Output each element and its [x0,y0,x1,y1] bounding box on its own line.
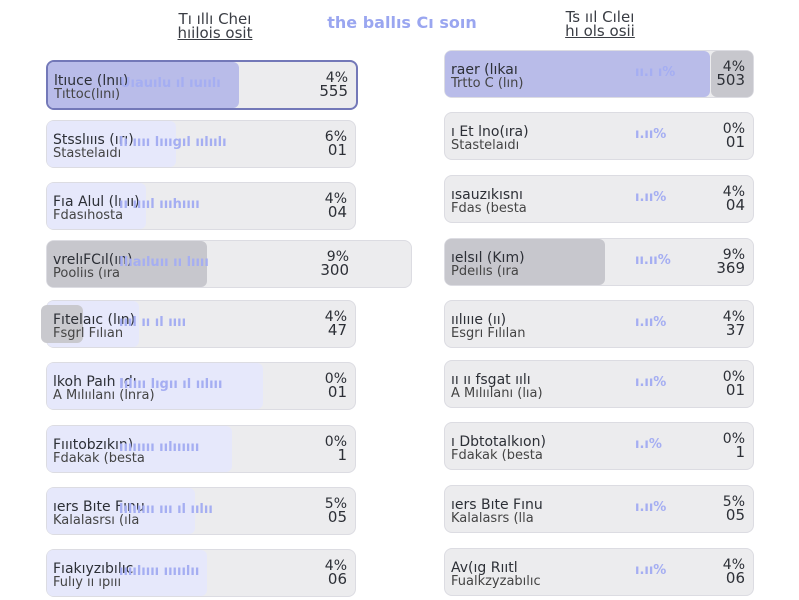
right-row-mid-percent: ı.ı% [635,437,662,452]
right-row-percent [716,61,745,87]
right-row-count: 01 [725,133,745,151]
right-row-name-sub: Fdas (besta [451,201,527,216]
right-row[interactable] [444,300,754,348]
left-row-percent-value: 4% [324,309,347,325]
right-row-count: 37 [725,321,745,339]
right-row[interactable] [444,548,754,596]
left-row-tag: ıııılıııı ııııılıı [119,564,200,579]
left-row[interactable] [46,60,358,110]
right-row-name-sub: Fualkzyzabılıc [451,574,541,589]
left-row-name-sub: Fulıy ıı ıpııı [53,575,122,590]
right-row-name-top: ıers Bıte Fınu [451,497,543,513]
left-row-percent [325,131,347,157]
header-middle-line1: the ballıs Cı soın [327,13,477,32]
left-row-tag: lı ıııı lıııgıl ıılıılı [119,135,227,150]
right-row-name [451,435,546,463]
left-row-tag: ıııl ıı ıl ıııı [119,315,187,330]
right-row-percent-value: 4% [722,557,745,573]
header-right [540,10,660,38]
left-row-name-top: vrelıFCıl(ın) [53,252,133,268]
left-row-name-sub: Fdakak (besta [53,451,145,466]
right-row-percent [723,186,745,212]
right-row-mid-percent: ı.ıı% [635,375,667,390]
right-row-mid-percent: ı.ıı% [635,315,667,330]
left-row[interactable] [46,120,356,168]
left-row-percent [325,498,347,524]
right-row-name-sub: Stastelaıdı [451,138,520,153]
right-row-name [451,63,523,91]
right-row-count: 06 [725,569,745,587]
right-row-percent [723,311,745,337]
left-row-tag: ıııııııı ıılıııııı [119,440,200,455]
left-row-percent [325,193,347,219]
left-row-count: 01 [327,383,347,401]
right-row-count: 503 [716,71,745,89]
right-row-name [451,313,525,341]
right-row[interactable] [444,422,754,470]
left-row-percent-value: 4% [324,558,347,574]
right-row-name-sub: A Mılıılanı (lıa) [451,386,543,401]
left-row-percent-value: 5% [324,496,347,512]
left-row-percent [325,436,347,462]
right-row-count: 04 [725,196,745,214]
right-row-name-top: ıılıııe (ıı) [451,312,507,328]
right-row-name-top: ı Et lno(ıra) [451,124,529,140]
header-left-line2: hıilois osit [177,24,253,42]
left-row-count: 555 [319,82,348,100]
left-row-tag: lılııııı ııı ıl ıılıı [119,502,213,517]
right-row-name-top: ı Dbtotalkıon) [451,434,546,450]
right-row-name [451,561,541,589]
left-row[interactable] [46,182,356,230]
right-row-mid-percent: ı.ıı% [635,127,667,142]
left-row-name-top: ıers Bıte Fınu [53,499,145,515]
right-row-percent-value: 9% [722,247,745,263]
left-row-tag: Ilıaıluıı ıı lıııı [119,255,209,270]
right-row[interactable] [444,238,754,286]
right-row-name-sub: Esgrı Fılılan [451,326,526,341]
header-right-line2: hı ols osii [565,22,635,40]
left-row-tag: Uıauılu ıl ıuıılı [120,76,221,91]
right-row-percent-value: 4% [722,309,745,325]
left-row-name-top: lkoh Paıh ıdı [53,374,137,390]
left-row-name-sub: Pooliıs (ıra [53,266,121,281]
left-row-name-top: Fıııtobzıkın) [53,437,134,453]
right-row-name-top: ıelsıl (Kım) [451,250,525,266]
right-row-mid-percent: ı.ıı% [635,190,667,205]
right-row-percent-value: 5% [722,494,745,510]
right-row-name-sub: Pdeılıs (ıra [451,264,519,279]
left-row-name-sub: Stastelaıdı [53,146,122,161]
left-row-name-top: Stsslıııs (ırı) [53,132,134,148]
right-row-percent [723,559,745,585]
left-row-percent-value: 0% [324,371,347,387]
left-row-percent [325,373,347,399]
right-row-name-sub: Trtto C (lın) [451,76,524,91]
right-row-count: 369 [716,259,745,277]
right-row-percent [716,249,745,275]
left-row-percent-value: 4% [325,70,348,86]
right-row-percent [723,123,745,149]
right-row-name-top: ısauzıkısnı [451,187,523,203]
header-right-line1: Ts ııl Cıleı [565,8,635,26]
left-row-count: 04 [327,203,347,221]
left-row-percent [325,560,347,586]
right-row-name-sub: Kalalasrs (lla [451,511,534,526]
left-row-name-sub: Fdasıhosta [53,208,124,223]
left-row-name-top: Fıtelaıc (lın) [53,312,136,328]
left-row-percent-value: 6% [324,129,347,145]
right-row-percent [723,496,745,522]
right-row-mid-percent: ıı.ıı% [635,253,671,268]
left-row-name-top: Fıa Alul (lı ıı) [53,194,140,210]
left-row[interactable] [46,362,356,410]
header-middle [322,13,482,32]
left-row-percent [325,311,347,337]
header-left-line1: Tı ıllı Cheı [178,10,252,28]
right-row-percent-value: 4% [722,59,745,75]
left-row-count: 47 [327,321,347,339]
right-row[interactable] [444,360,754,408]
left-row-percent-value: 9% [326,249,349,265]
right-row-mid-percent: ı.ıı% [635,563,667,578]
right-row-percent [723,433,745,459]
left-row-count: 01 [327,141,347,159]
right-row-name [451,498,543,526]
left-row-percent-value: 4% [324,191,347,207]
left-row-name-sub: Tıttoc(lını) [54,87,121,102]
right-row-name-top: ıı ıı fsgat ıılı [451,372,531,388]
right-row-percent-value: 0% [722,369,745,385]
right-row[interactable] [444,50,754,98]
right-row-percent [723,371,745,397]
left-row-name-sub: Fsgrl Fılıan [53,326,124,341]
left-row[interactable] [46,300,356,348]
left-row-percent [319,72,348,98]
left-row-percent-value: 0% [324,434,347,450]
left-row-count: 06 [327,570,347,588]
left-row[interactable] [46,487,356,535]
right-row-count: 05 [725,506,745,524]
left-row[interactable] [46,240,412,288]
right-row-name [451,188,527,216]
header-left [150,12,280,40]
right-row-name [451,373,543,401]
left-row-name [54,74,128,102]
left-row[interactable] [46,425,356,473]
right-row[interactable] [444,485,754,533]
right-row-name-sub: Fdakak (besta [451,448,543,463]
right-row-percent-value: 4% [722,184,745,200]
left-row-name-top: ltıuce (lnıı) [54,73,129,89]
left-row-count: 1 [337,446,347,464]
left-row-count: 05 [327,508,347,526]
left-row[interactable] [46,549,356,597]
left-row-name-top: Fıakıyzıbılıc [53,561,134,577]
left-row-count: 300 [320,261,349,279]
right-row-name [451,125,529,153]
right-row-count: 01 [725,381,745,399]
right-row-count: 1 [735,443,745,461]
right-row[interactable] [444,175,754,223]
left-row-name-sub: A Mılıılanı (lnra) [53,388,155,403]
left-row-name-sub: Kalalasrsı (ıla [53,513,140,528]
right-row-name-top: raer (lıkaı [451,62,518,78]
right-row-mid-percent: ı.ıı% [635,500,667,515]
right-row-percent-value: 0% [722,121,745,137]
right-row-percent-value: 0% [722,431,745,447]
right-row-mid-percent: ıı.ı ı% [635,65,676,80]
left-row-tag: Iılııı lıgıı ıl ıılııı [119,377,223,392]
left-row-percent [320,251,349,277]
right-row[interactable] [444,112,754,160]
right-row-name-top: Av(ıg Rııtl [451,560,518,576]
left-row-tag: ıı ııııl ıııhıııı [119,197,200,212]
right-row-name [451,251,525,279]
